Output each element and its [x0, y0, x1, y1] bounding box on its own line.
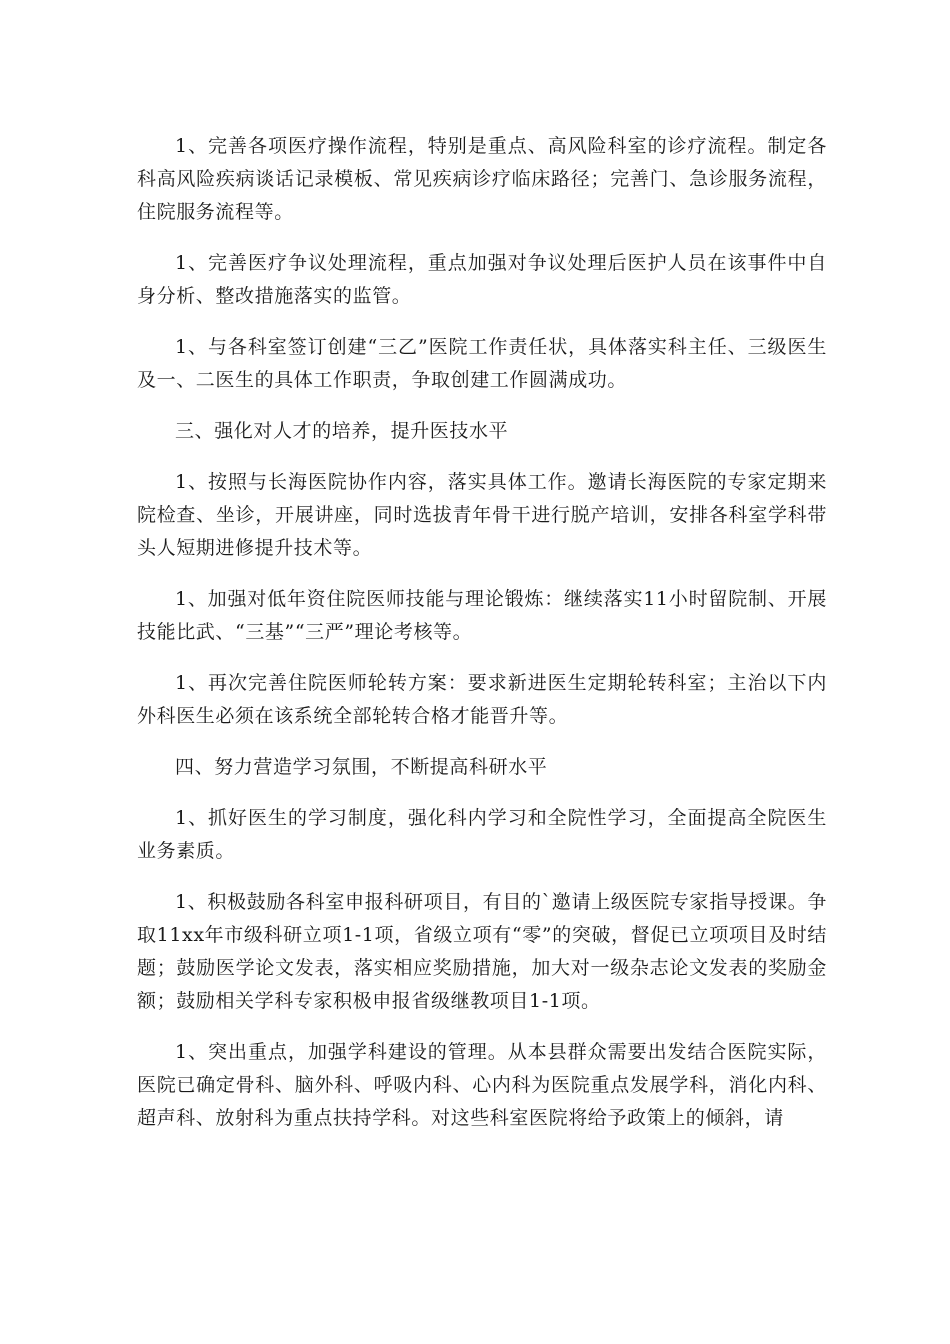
section-heading-research: 四、努力营造学习氛围，不断提高科研水平: [175, 756, 548, 778]
section-heading-talent: 三、强化对人才的培养，提升医技水平: [175, 420, 509, 442]
paragraph-dispute-handling: 1、完善医疗争议处理流程，重点加强对争议处理后医护人员在该事件中自身分析、整改措施落实的监管。: [137, 252, 827, 307]
paragraph-research-projects: 1、积极鼓励各科室申报科研项目，有目的`邀请上级医院专家指导授课。争取11xx年市级科研立项1-1项，省级立项有“零”的突破，督促已立项项目及时结题；鼓励医学论文发表，落实相应奖励措施，加大对一级杂志论文发表的奖励金额；鼓励相关学科专家积极申报省级继教项目1-1项。: [137, 891, 827, 1012]
paragraph-process-improvement: 1、完善各项医疗操作流程，特别是重点、高风险科室的诊疗流程。制定各科高风险疾病谈话记录模板、常见疾病诊疗临床路径；完善门、急诊服务流程，住院服务流程等。: [137, 135, 827, 223]
paragraph-discipline-building: 1、突出重点，加强学科建设的管理。从本县群众需要出发结合医院实际，医院已确定骨科、脑外科、呼吸内科、心内科为医院重点发展学科，消化内科、超声科、放射科为重点扶持学科。对这些科室医院将给予政策上的倾斜，请: [137, 1041, 827, 1129]
paragraph-responsibility-agreement: 1、与各科室签订创建“三乙”医院工作责任状，具体落实科主任、三级医生及一、二医生的具体工作职责，争取创建工作圆满成功。: [137, 336, 827, 391]
document-body: [137, 130, 827, 1153]
paragraph-resident-training: 1、加强对低年资住院医师技能与理论锻炼：继续落实11小时留院制、开展技能比武、“三基”“三严”理论考核等。: [137, 588, 827, 643]
paragraph-changhai-cooperation: 1、按照与长海医院协作内容，落实具体工作。邀请长海医院的专家定期来院检查、坐诊，开展讲座，同时选拔青年骨干进行脱产培训，安排各科室学科带头人短期进修提升技术等。: [137, 471, 827, 559]
paragraph-rotation-plan: 1、再次完善住院医师轮转方案：要求新进医生定期轮转科室；主治以下内外科医生必须在该系统全部轮转合格才能晋升等。: [137, 672, 827, 727]
paragraph-study-system: 1、抓好医生的学习制度，强化科内学习和全院性学习，全面提高全院医生业务素质。: [137, 807, 827, 862]
